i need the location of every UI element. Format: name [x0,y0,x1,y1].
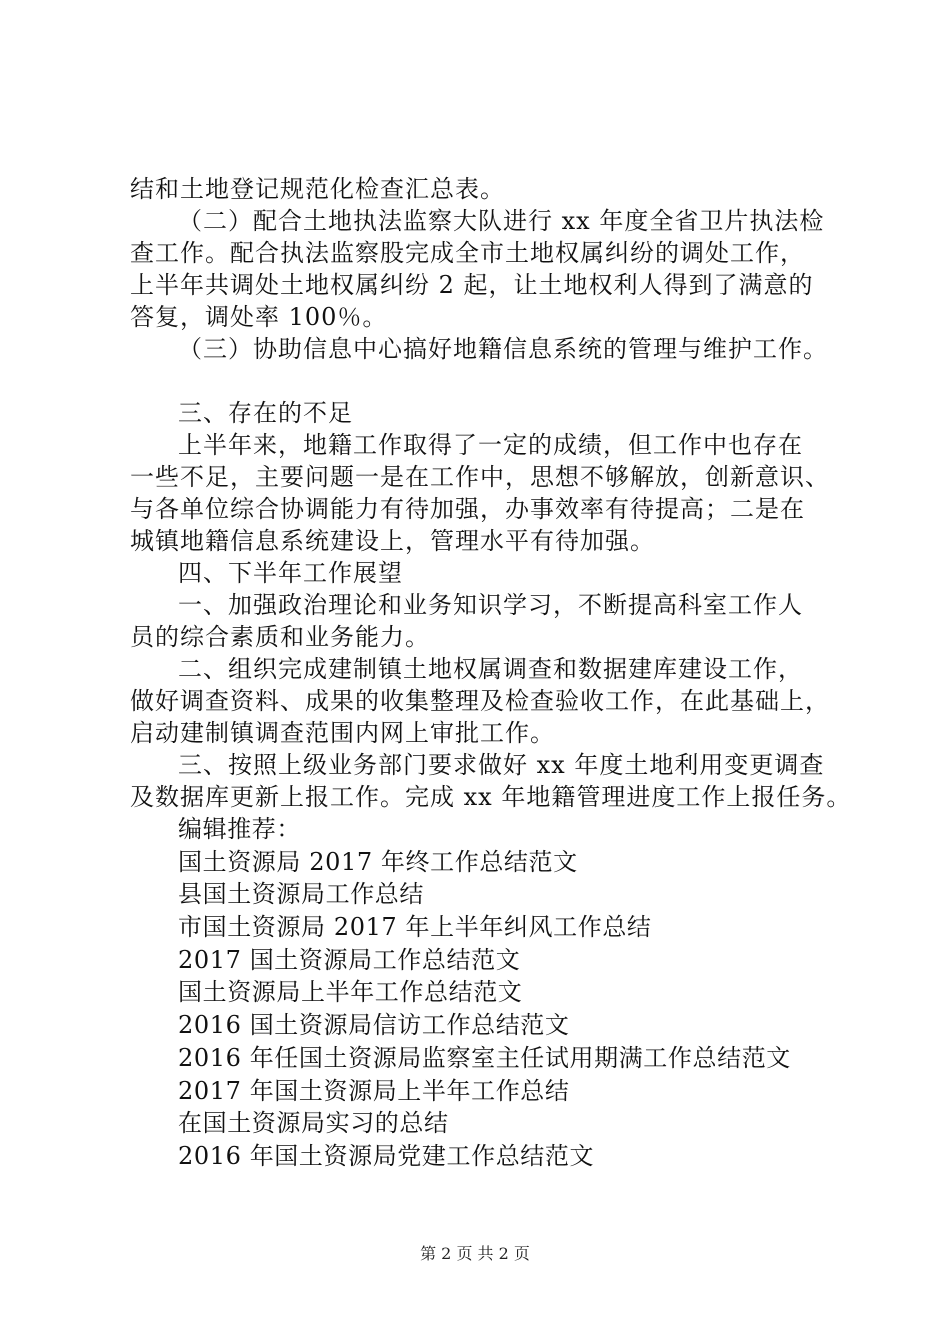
recommendation-link[interactable]: 国土资源局 2017 年终工作总结范文 [178,847,578,876]
paragraph-line: 及数据库更新上报工作。完成 xx 年地籍管理进度工作上报任务。 [130,783,852,811]
paragraph-line: 做好调查资料、成果的收集整理及检查验收工作，在此基础上， [130,687,830,715]
paragraph-line: 启动建制镇调查范围内网上审批工作。 [130,719,555,747]
recommendation-link[interactable]: 国土资源局上半年工作总结范文 [178,978,523,1007]
recommendation-link[interactable]: 2016 国土资源局信访工作总结范文 [178,1011,570,1040]
paragraph-line: 上半年来，地籍工作取得了一定的成绩，但工作中也存在 [178,431,803,459]
section-heading-outlook: 四、下半年工作展望 [178,559,403,587]
paragraph-line: （二）配合土地执法监察大队进行 xx 年度全省卫片执法检 [178,207,825,235]
paragraph-line: 与各单位综合协调能力有待加强，办事效率有待提高；二是在 [130,495,805,523]
recommendation-link[interactable]: 2016 年任国土资源局监察室主任试用期满工作总结范文 [178,1043,791,1072]
section-heading-shortcomings: 三、存在的不足 [178,399,353,427]
paragraph-line: 三、按照上级业务部门要求做好 xx 年度土地利用变更调查 [178,751,825,779]
paragraph-line: 员的综合素质和业务能力。 [130,623,430,651]
paragraph-line: 一、加强政治理论和业务知识学习，不断提高科室工作人 [178,591,803,619]
editor-recommendations [178,813,818,1173]
paragraph-line: 一些不足，主要问题一是在工作中，思想不够解放，创新意识、 [130,463,830,491]
recommendation-link[interactable]: 2017 国土资源局工作总结范文 [178,945,521,974]
recommendation-link[interactable]: 2017 年国土资源局上半年工作总结 [178,1076,570,1105]
recommendations-heading: 编辑推荐： [178,815,301,843]
paragraph-line: （三）协助信息中心搞好地籍信息系统的管理与维护工作。 [178,335,828,363]
paragraph-line: 城镇地籍信息系统建设上，管理水平有待加强。 [130,527,655,555]
page-number-footer: 第 2 页 共 2 页 [420,1244,530,1263]
recommendation-link[interactable]: 市国土资源局 2017 年上半年纠风工作总结 [178,913,652,942]
paragraph-line: 结和土地登记规范化检查汇总表。 [130,175,505,203]
recommendation-link[interactable]: 2016 年国土资源局党建工作总结范文 [178,1141,595,1170]
recommendation-link[interactable]: 在国土资源局实习的总结 [178,1109,449,1138]
document-body [130,173,852,813]
paragraph-line: 查工作。配合执法监察股完成全市土地权属纠纷的调处工作， [130,239,805,267]
recommendation-link[interactable]: 县国土资源局工作总结 [178,880,424,909]
paragraph-line: 上半年共调处土地权属纠纷 2 起，让土地权利人得到了满意的 [130,271,814,299]
paragraph-line: 二、组织完成建制镇土地权属调查和数据建库建设工作， [178,655,803,683]
paragraph-line: 答复，调处率 100％。 [130,303,388,331]
